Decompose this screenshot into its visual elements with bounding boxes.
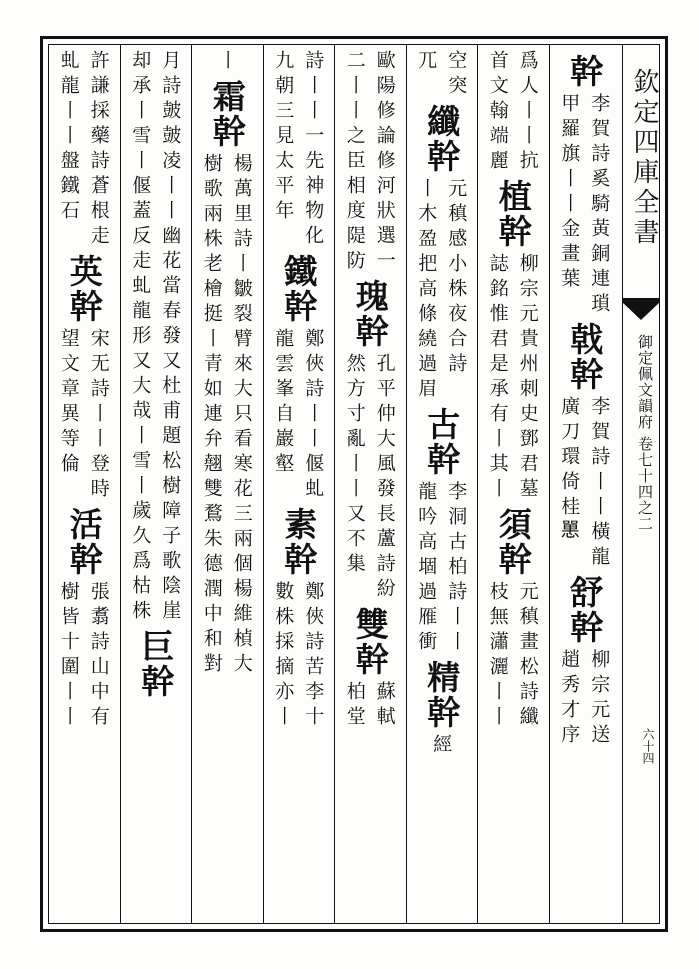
text-column — [51, 50, 117, 920]
text-column — [337, 50, 403, 920]
annotation-pair — [557, 649, 611, 749]
annotation-line-right: 孔平仲大風發長蘆詩紛 — [373, 353, 396, 603]
annotation-line-right: 丨 — [215, 50, 238, 75]
annotation-pair — [343, 681, 397, 731]
column-rule — [549, 44, 550, 924]
text-column — [123, 50, 189, 920]
annotation-pair — [343, 50, 397, 275]
annotation-pair — [414, 481, 468, 656]
annotation-pair — [557, 93, 611, 318]
annotation-line-left: 虬龍丨丨盤鐵石 — [57, 50, 80, 225]
annotation-pair — [271, 50, 325, 250]
annotation-line-right: 詩丨丨一先神物化 — [302, 50, 325, 250]
headword: 古幹 — [422, 407, 462, 477]
headword: 巨幹 — [136, 629, 176, 699]
column-rule — [120, 44, 121, 924]
annotation-line-right: 李賀詩丨丨橫龍 — [588, 396, 611, 571]
annotation-pair — [414, 50, 468, 100]
annotation-line-right: 許謙採藥詩蒼根走 — [87, 50, 110, 250]
headword: 須幹 — [493, 507, 533, 577]
annotation-line-right: 鄭俠詩苦李十 — [302, 581, 325, 731]
annotation-line-left: 然方寸亂丨丨又不集 — [343, 353, 366, 578]
annotation-line-left: 九朝三見太平年 — [272, 50, 295, 225]
annotation-line-left: 龍雲峯自巖壑 — [272, 328, 295, 478]
text-column — [194, 50, 260, 920]
annotation-line-right: 歐陽修論修河狀選一 — [373, 50, 396, 275]
headword: 英幹 — [64, 254, 104, 324]
volume-number: 卷七十四之二 — [636, 435, 654, 532]
annotation-line-right: 經 — [430, 734, 453, 759]
annotation-line-right: 爲人丨丨抗 — [516, 50, 539, 175]
annotation-line-left: 數株採摘亦丨 — [272, 581, 295, 731]
column-rule — [334, 44, 335, 924]
annotation-line-right: 鄭俠詩丨丨偃虬 — [302, 328, 325, 503]
annotation-line-left: 却承丨雪丨偃蓋反走虬龍形又大哉丨雪丨歲久爲枯株 — [129, 50, 152, 625]
page-number: 六十四 — [641, 728, 655, 764]
annotation-line-right: 李賀詩奚騎黃銅連瑣 — [588, 93, 611, 318]
annotation-line-left: 枝無瀟灑丨丨 — [486, 581, 509, 731]
annotation-line-left: 二丨丨之臣相度隄防 — [343, 50, 366, 275]
annotation-pair — [486, 50, 540, 175]
annotation-pair — [486, 581, 540, 731]
annotation-line-right: 空突 — [445, 50, 468, 100]
annotation-line-right: 李洞古柏詩丨丨 — [445, 481, 468, 656]
annotation-pair — [414, 178, 468, 403]
annotation-line-right: 元稹畫松詩纖 — [516, 581, 539, 731]
headword: 舒幹 — [565, 575, 605, 645]
annotation-line-right: 柳宗元貴州刺史鄧君墓 — [516, 253, 539, 503]
annotation-line-left: 首文翰端麗 — [486, 50, 509, 175]
annotation-pair — [215, 50, 239, 75]
annotation-pair — [200, 153, 254, 678]
book-subtitle-and-volume — [634, 334, 654, 532]
annotation-pair — [343, 353, 397, 603]
column-rule — [263, 44, 264, 924]
headword: 戟幹 — [565, 322, 605, 392]
annotation-line-left: 兀 — [415, 50, 438, 75]
annotation-pair — [57, 50, 111, 250]
headword: 活幹 — [64, 507, 104, 577]
column-rule — [48, 44, 49, 924]
headword: 素幹 — [279, 507, 319, 577]
annotation-line-right: 蘇軾 — [373, 681, 396, 731]
column-rule — [477, 44, 478, 924]
annotation-line-left: 樹歌兩株老檜挺丨青如連弁翹雙鶩朱德潤中和對 — [200, 153, 223, 678]
headword: 精幹 — [422, 660, 462, 730]
annotation-line-left: 趙秀才序 — [558, 649, 581, 749]
annotation-pair — [271, 581, 325, 731]
annotation-pair — [429, 734, 453, 759]
annotation-line-left: 甲羅旗丨丨金畫葉 — [558, 93, 581, 293]
annotation-pair — [557, 396, 611, 571]
headword: 幹 — [565, 54, 605, 89]
book-title: 欽定四庫全書 — [629, 68, 659, 248]
text-column — [409, 50, 475, 920]
headword: 瑰幹 — [350, 279, 390, 349]
annotation-line-right: 柳宗元送 — [588, 649, 611, 749]
annotation-line-left: 龍吟高堌過雁衝 — [415, 481, 438, 656]
headword: 霜幹 — [207, 79, 247, 149]
annotation-line-right: 楊萬里詩丨皺裂臂來大只看寒花三兩個楊維楨大 — [230, 153, 253, 678]
annotation-line-right: 月詩皷皷凌丨丨幽花當春發又杜甫題松樹障子歌陰崖 — [159, 50, 182, 625]
annotation-line-left: 誌銘惟君是承有丨其丨 — [486, 253, 509, 503]
annotation-pair — [128, 50, 182, 625]
annotation-pair — [57, 328, 111, 503]
book-subtitle: 御定佩文韻府 — [636, 334, 654, 430]
column-rule — [191, 44, 192, 924]
annotation-line-right: 宋无詩丨丨登時 — [87, 328, 110, 503]
text-column — [552, 50, 618, 920]
annotation-line-right: 張翥詩山中有 — [87, 581, 110, 731]
annotation-line-left: 丨木盈把高條繞過眉 — [415, 178, 438, 403]
headword: 植幹 — [493, 179, 533, 249]
annotation-pair — [486, 253, 540, 503]
annotation-line-left: 柏堂 — [343, 681, 366, 731]
text-column — [480, 50, 546, 920]
headword: 纖幹 — [422, 104, 462, 174]
annotation-line-left: 望文章異等倫 — [57, 328, 80, 478]
fish-tail-mark-icon — [622, 298, 660, 320]
headword: 雙幹 — [350, 607, 390, 677]
column-rule — [406, 44, 407, 924]
text-column — [266, 50, 332, 920]
annotation-line-left: 廣刀環倚桂𢠸 — [558, 396, 581, 546]
headword: 鐵幹 — [279, 254, 319, 324]
annotation-line-left: 樹皆十圍丨丨 — [57, 581, 80, 731]
annotation-pair — [271, 328, 325, 503]
annotation-line-right: 元稹感小株夜合詩 — [445, 178, 468, 378]
annotation-pair — [57, 581, 111, 731]
